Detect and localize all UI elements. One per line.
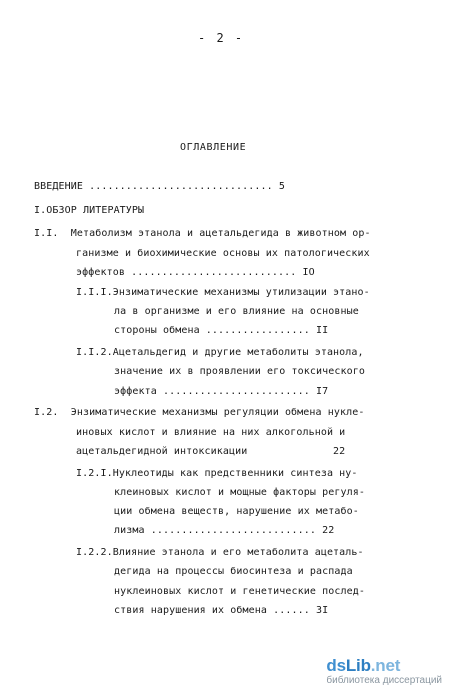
watermark[interactable] <box>326 656 442 686</box>
toc-entry-1-1-line2: ганизме и биохимические основы их патологических <box>76 248 370 259</box>
page-number: - 2 - <box>198 31 245 45</box>
toc-entry-1-2-line3: ацетальдегидной интоксикации 22 <box>76 446 346 457</box>
toc-entry-1-2-1-line2: клеиновых кислот и мощные факторы регуля- <box>114 487 365 498</box>
toc-entry-1-2-line2: иновых кислот и влияние на них алкогольной и <box>76 427 346 438</box>
toc-entry-1-1-2-line3: эффекта ........................ I7 <box>114 386 329 397</box>
toc-entry-1-2-2-line4: ствия нарушения их обмена ...... 3I <box>114 605 329 616</box>
watermark-logo-net: .net <box>370 656 401 675</box>
watermark-subtitle: библиотека диссертаций <box>326 675 442 686</box>
toc-entry-1-2-line1: I.2. Энзиматические механизмы регуляции обмена нукле- <box>34 407 365 418</box>
watermark-logo-ds: ds <box>326 656 346 675</box>
toc-entry-1-1-1-line3: стороны обмена ................. II <box>114 325 329 336</box>
toc-entry-1-2-1-line1: I.2.I.Нуклеотиды как предственники синтеза ну- <box>76 468 358 479</box>
toc-section-literature-review: I.ОБЗОР ЛИТЕРАТУРЫ <box>34 205 145 216</box>
toc-entry-1-1-1-line1: I.I.I.Энзиматические механизмы утилизации этано- <box>76 287 370 298</box>
toc-entry-1-1-line1: I.I. Метаболизм этанола и ацетальдегида в животном ор- <box>34 228 371 239</box>
toc-entry-1-2-2-line2: дегида на процессы биосинтеза и распада <box>114 566 353 577</box>
toc-title: ОГЛАВЛЕНИЕ <box>180 142 247 153</box>
toc-entry-1-2-1-line4: лизма ........................... 22 <box>114 525 335 536</box>
toc-entry-1-1-2-line2: значение их в проявлении его токсического <box>114 366 365 377</box>
watermark-logo-lib: Lib <box>345 656 371 675</box>
toc-entry-1-1-2-line1: I.I.2.Ацетальдегид и другие метаболиты этанола, <box>76 347 364 358</box>
toc-entry-1-2-2-line1: I.2.2.Влияние этанола и его метаболита ацеталь- <box>76 547 364 558</box>
toc-entry-1-1-1-line2: ла в организме и его влияние на основные <box>114 306 359 317</box>
toc-entry-1-2-1-line3: ции обмена веществ, нарушение их метабо- <box>114 506 359 517</box>
toc-entry-1-1-line3: эффектов ........................... IO <box>76 267 315 278</box>
toc-entry-1-2-2-line3: нуклеиновых кислот и генетические послед- <box>114 586 365 597</box>
toc-entry-introduction: ВВЕДЕНИЕ .............................. 5 <box>34 181 285 192</box>
watermark-logo[interactable] <box>326 656 442 676</box>
